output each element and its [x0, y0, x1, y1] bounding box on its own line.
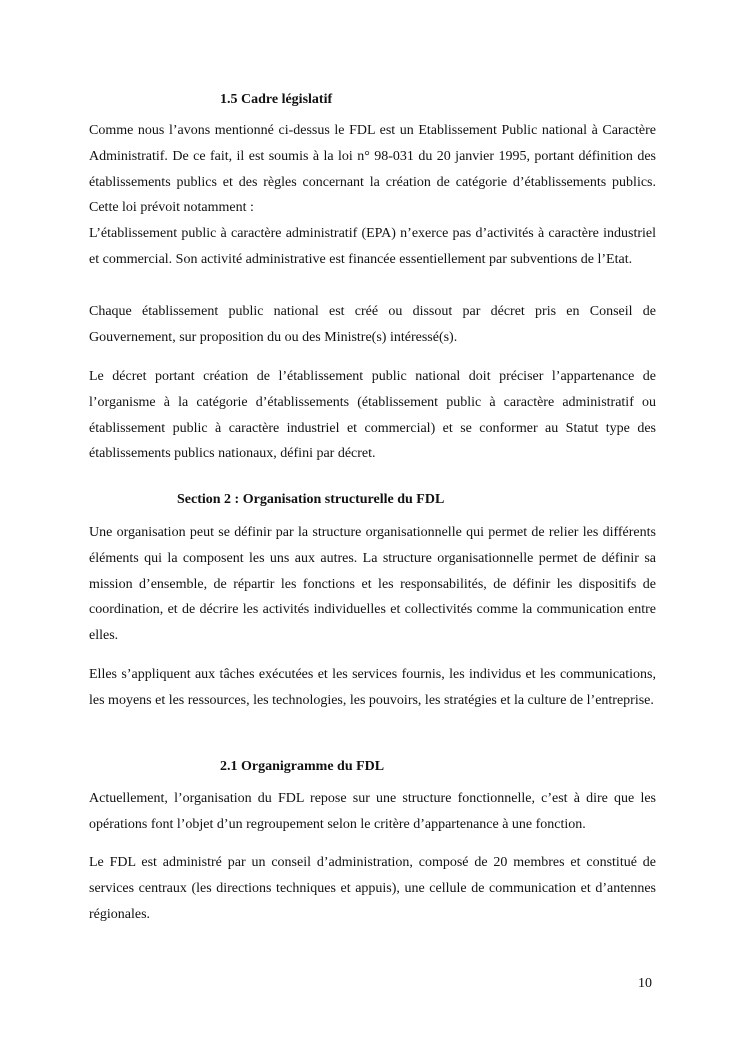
heading-2-1-organigramme: 2.1 Organigramme du FDL [220, 759, 385, 774]
paragraph-fdl-statut: Comme nous l’avons mentionné ci-dessus le FDL est un Etablissement Public national à Caractère Administratif. De ce fait, il est soumis à la loi n° 98-031 du 20 janvier 1995, portant définition des établissements publics et des règles concernant la création de catégorie d’établissements publics. Cette loi prévoit notamment : [89, 123, 656, 216]
paragraph-applications: Elles s’appliquent aux tâches exécutées et les services fournis, les individus et les communications, les moyens et les ressources, les technologies, les pouvoirs, les stratégies et la culture de l’entreprise. [89, 667, 656, 708]
heading-1-5-cadre-legislatif: 1.5 Cadre législatif [220, 92, 333, 107]
paragraph-creation-decret: Chaque établissement public national est créé ou dissout par décret pris en Conseil de Gouvernement, sur proposition du ou des Ministre(s) intéressé(s). [89, 304, 656, 345]
paragraph-structure-fonctionnelle: Actuellement, l’organisation du FDL repose sur une structure fonctionnelle, c’est à dire que les opérations font l’objet d’un regroupement selon le critère d’appartenance à une fonction. [89, 791, 656, 832]
page-number: 10 [638, 976, 652, 991]
paragraph-conseil-administration: Le FDL est administré par un conseil d’administration, composé de 20 membres et constitué de services centraux (les directions techniques et appuis), une cellule de communication et d’antennes régionales. [89, 855, 656, 922]
heading-section-2: Section 2 : Organisation structurelle du FDL [177, 492, 445, 507]
paragraph-epa-definition: L’établissement public à caractère administratif (EPA) n’exerce pas d’activités à caractère industriel et commercial. Son activité administrative est financée essentiellement par subventions de l’Etat. [89, 226, 656, 267]
paragraph-appartenance-categorie: Le décret portant création de l’établissement public national doit préciser l’appartenance de l’organisme à la catégorie d’établissements (établissement public à caractère administratif ou établissement public à caractère industriel et commercial) et se conformer au Statut type des établissements publics nationaux, défini par décret. [89, 369, 656, 462]
paragraph-structure-organisationnelle: Une organisation peut se définir par la structure organisationnelle qui permet de relier les différents éléments qui la composent les uns aux autres. La structure organisationnelle permet de définir sa mission d’ensemble, de répartir les fonctions et les responsabilités, de définir les dispositifs de coordination, et de décrire les activités individuelles et collectivités comme la communication entre elles. [89, 525, 656, 644]
